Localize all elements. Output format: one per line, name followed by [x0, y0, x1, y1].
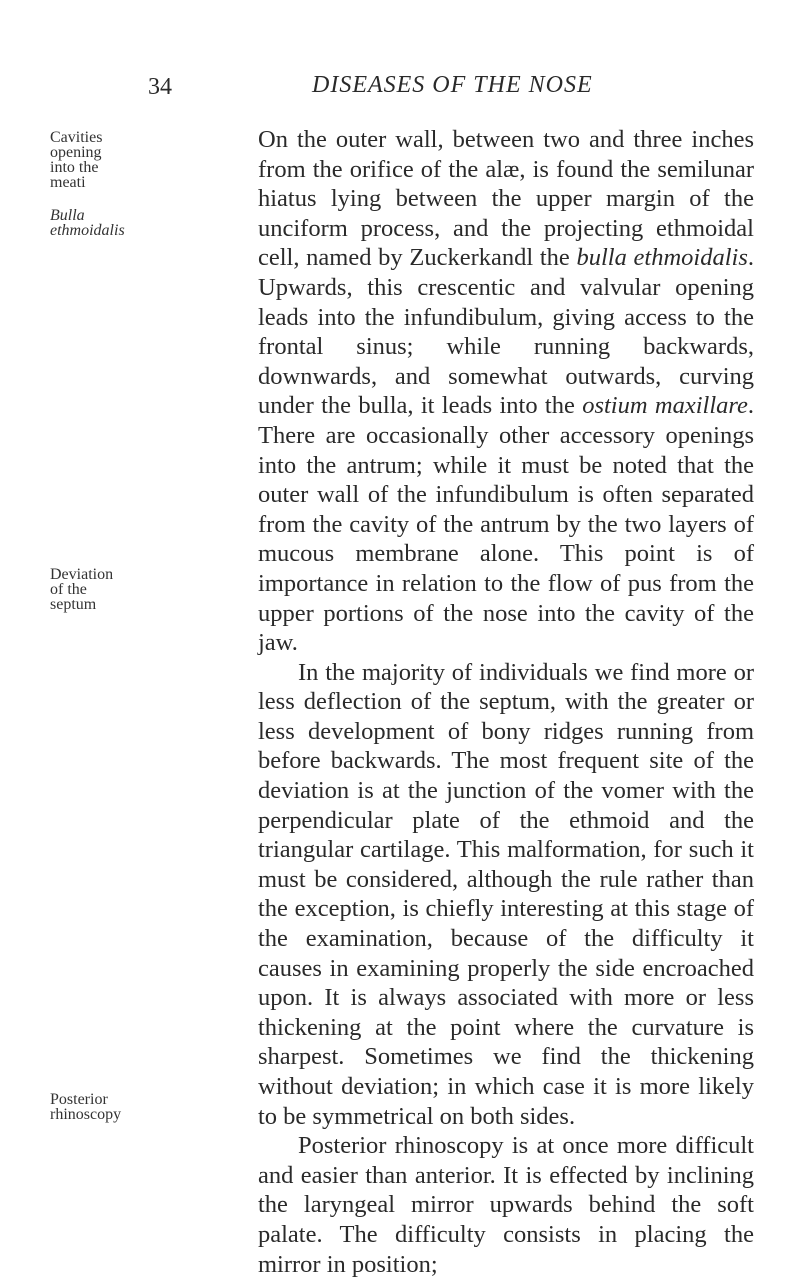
margin-note-line: Posterior	[50, 1091, 108, 1108]
margin-note-line: opening	[50, 144, 102, 161]
text-run: . Upwards, this crescentic and valvular opening leads into the infundibulum, giving access to the frontal sinus; while running backwards, downwards, and somewhat outwards, curving under the bulla, it leads into the	[258, 244, 754, 420]
margin-note-bulla	[50, 208, 250, 238]
margin-note-posterior	[50, 1092, 250, 1122]
margin-note-line: Cavities	[50, 129, 103, 146]
paragraph-cavities	[258, 125, 754, 658]
text-run: On the outer wall, between two and three inches from the orifice of the alæ, is found the semilunar hiatus lying between the upper margin of the unciform process, and the projecting ethmoidal cell, named by Zuckerkandl the	[258, 126, 754, 272]
italic-term: ostium maxillare	[582, 392, 748, 420]
italic-term: bulla ethmoidalis	[576, 244, 748, 272]
margin-note-line: of the	[50, 581, 87, 598]
margin-note-line: Deviation	[50, 566, 114, 583]
running-title: DISEASES OF THE NOSE	[312, 72, 593, 98]
text-run: . There are occasionally other accessory openings into the antrum; while it must be noted that the outer wall of the infundibulum is often separated from the cavity of the antrum by the two layers of mucous membrane alone. This point is of importance in relation to the flow of pus from the upper portions of the nose into the cavity of the jaw.	[258, 392, 754, 657]
margin-note-line: Bulla	[50, 207, 85, 224]
margin-note-line: into the	[50, 159, 99, 176]
page-number: 34	[148, 74, 172, 100]
margin-note-deviation	[50, 567, 250, 612]
margin-note-line: rhinoscopy	[50, 1106, 122, 1123]
margin-note-line: ethmoidalis	[50, 222, 125, 239]
body-text	[258, 125, 754, 1279]
margin-note-line: meati	[50, 174, 86, 191]
paragraph-deviation: In the majority of individuals we find more or less deflection of the septum, with the greater or less development of bony ridges running from before backwards. The most frequent site of the deviation is at the junction of the vomer with the perpendicular plate of the ethmoid and the triangular cartilage. This malformation, for such it must be considered, although the rule rather than the exception, is chiefly interesting at this stage of the examination, because of the difficulty it causes in examining properly the side encroached upon. It is always associated with more or less thickening at the point where the curvature is sharpest. Sometimes we find the thickening without deviation; in which case it is more likely to be symmetrical on both sides.	[258, 658, 754, 1130]
margin-note-line: septum	[50, 596, 97, 613]
paragraph-posterior: Posterior rhinoscopy is at once more difficult and easier than anterior. It is effected by inclining the laryngeal mirror upwards behind the soft palate. The difficulty consists in placing the mirror in position;	[258, 1132, 754, 1278]
margin-note-cavities	[50, 130, 250, 190]
